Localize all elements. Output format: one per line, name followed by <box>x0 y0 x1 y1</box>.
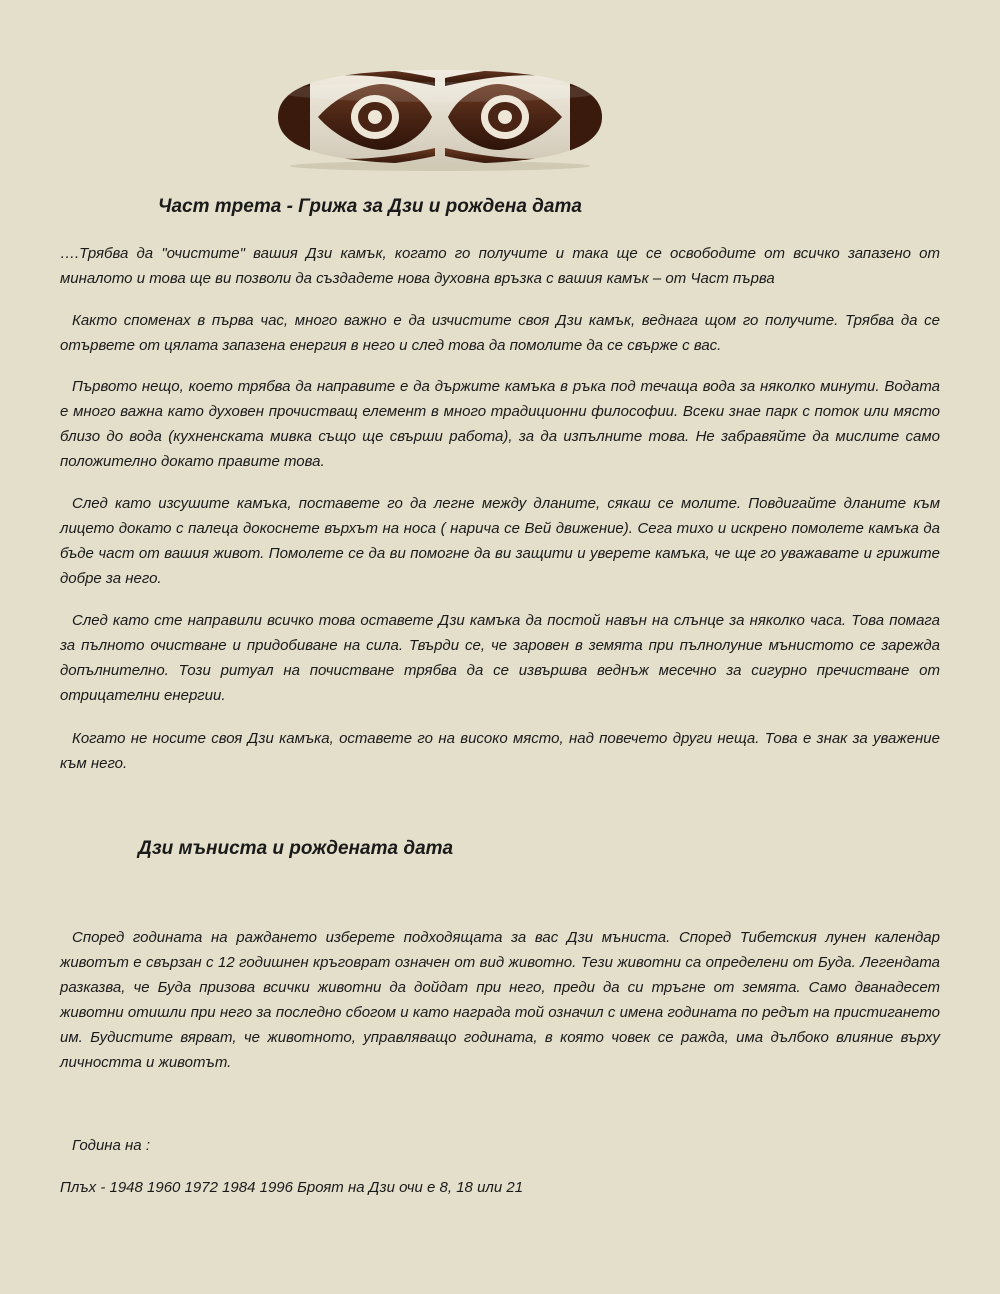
dzi-bead-image <box>270 62 610 172</box>
paragraph-water: Първото нещо, което трябва да направите е да държите камъка в ръка под течаща вода за няколко минути. Водата е много важна като духовен прочистващ елемент в много традиционни философии. Всеки знае парк с поток или място близо до вода (кухненската мивка също ще свърши работа), за да изпълните това. Не забравяйте да мислите само положително докато правите това. <box>60 378 940 470</box>
paragraph-intro: ….Трябва да "очистите" вашия Дзи камък, когато го получите и така ще се освободите от всичко запазено от миналото и това ще ви позволи да създадете нова духовна връзка с вашия камък – от Част първа <box>60 245 940 287</box>
rat-year-line: Плъх - 1948 1960 1972 1984 1996 Броят на Дзи очи е 8, 18 или 21 <box>60 1179 524 1196</box>
section-heading-care: Част трета - Грижа за Дзи и рождена дата <box>158 196 582 217</box>
section-heading-birthdate: Дзи мъниста и рождената дата <box>138 838 454 859</box>
paragraph-sun: След като сте направили всичко това оставете Дзи камъка да постой навън на слънце за няколко часа. Това помага за пълното очистване и придобиване на сила. Твърди се, че заровен в земята при пълнолуние мънистото се зарежда допълнително. Този ритуал на почистване трябва да се извършва веднъж месечно за сигурно пречистване от отрицателни енергии. <box>60 612 940 704</box>
paragraph-birth-year: Според годината на раждането изберете подходящата за вас Дзи мъниста. Според Тибетския лунен календар животът е свързан с 12 годишнен кръговрат означен от вид животно. Тези животни са определени от Буда. Легендата разказва, че Буда призова всички животни да дойдат при него, преди да си тръгне от земята. Само дванадесет животни отишли при него за последно сбогом и като награда той означил с имена годината по редът на пристигането им. Будистите вярват, че животното, управляващо годината, в която човек се ражда, има дълбоко влияние върху личността и животът. <box>60 929 940 1071</box>
paragraph-respect: Когато не носите своя Дзи камъка, оставете го на високо място, над повечето други неща. Това е знак за уважение към него. <box>60 730 940 772</box>
paragraph-palms: След като изсушите камъка, поставете го да легне между дланите, сякаш се молите. Повдигайте дланите към лицето докато с палеца докоснете върхът на носа ( нарича се Вей движение). Сега тихо и искрено помолете камъка да бъде част от вашия живот. Помолете се да ви помогне да ви защити и уверете камъка, че ще го уважавате и грижите добре за него. <box>60 495 940 587</box>
paragraph-cleanse: Както споменах в първа час, много важно е да изчистите своя Дзи камък, веднага щом го получите. Трябва да се отървете от цялата запазена енергия в него и след това да помолите да се свърже с вас. <box>60 312 940 354</box>
year-label: Година на : <box>72 1137 150 1154</box>
